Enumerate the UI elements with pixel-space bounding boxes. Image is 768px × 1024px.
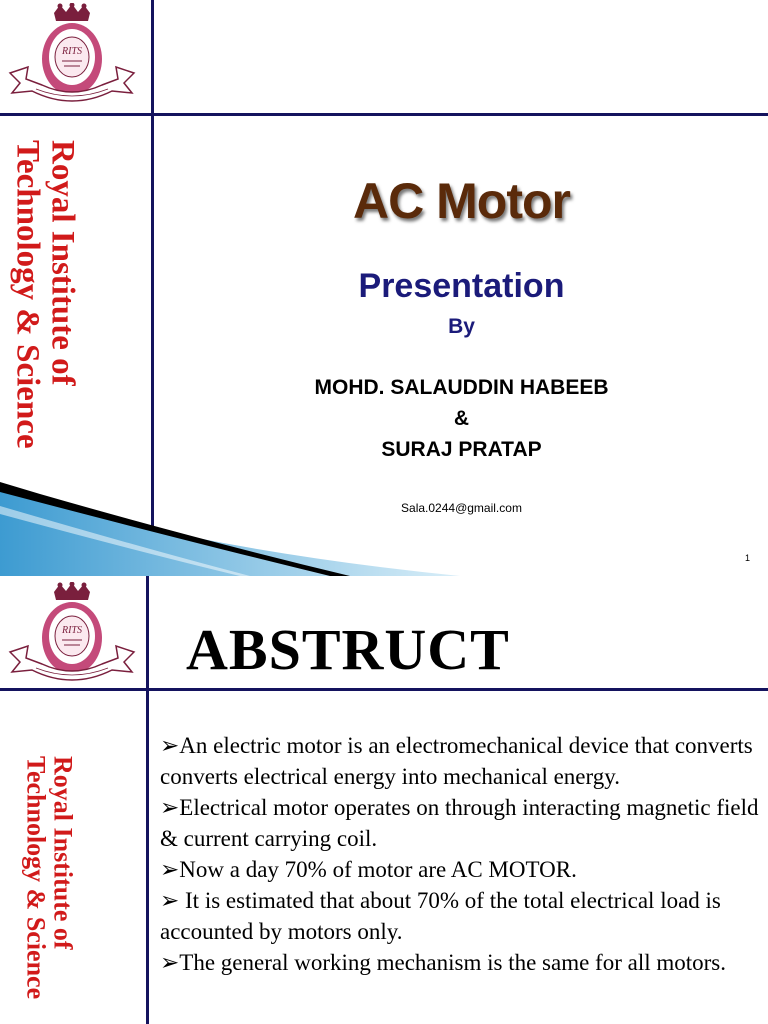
- by-label: By: [448, 315, 475, 338]
- slide-title: ABSTRUCT: [186, 617, 510, 682]
- author-2: SURAJ PRATAP: [381, 438, 542, 461]
- vertical-divider: [146, 576, 149, 1024]
- bullet-item: ➢Now a day 70% of motor are AC MOTOR.: [160, 857, 577, 882]
- sidebar-line-2: Technology & Science: [21, 756, 51, 1000]
- horizontal-divider: [0, 688, 768, 691]
- contact-email: Sala.0244@gmail.com: [401, 501, 522, 515]
- sidebar-line-2: Technology & Science: [9, 140, 46, 449]
- page-number: 1: [744, 553, 750, 563]
- crest-logo-icon: [6, 582, 138, 690]
- sidebar-institute-name: [22, 756, 77, 999]
- slide-2: [0, 576, 768, 1024]
- bullet-item: ➢ It is estimated that about 70% of the total electrical load is accounted by motors only.: [160, 888, 721, 944]
- bullet-item: ➢An electric motor is an electromechanical device that converts converts electrical energy into mechanical energy.: [160, 733, 753, 789]
- horizontal-divider: [0, 113, 768, 116]
- crest-logo-icon: [6, 3, 138, 111]
- svg-text:RITS: RITS: [62, 46, 82, 57]
- sidebar-institute-name: [10, 140, 79, 449]
- bullet-item: ➢The general working mechanism is the same for all motors.: [160, 950, 727, 975]
- abstract-body: [160, 730, 760, 978]
- author-1: MOHD. SALAUDDIN HABEEB: [314, 376, 609, 399]
- presentation-title: AC Motor: [353, 173, 570, 229]
- decorative-swoosh: [0, 470, 460, 576]
- author-separator: &: [453, 407, 470, 430]
- sidebar-line-1: Royal Institute of: [48, 756, 78, 950]
- bullet-item: ➢Electrical motor operates on through interacting magnetic field & current carrying coil.: [160, 795, 759, 851]
- sidebar-line-1: Royal Institute of: [44, 140, 81, 386]
- svg-text:RITS: RITS: [62, 625, 82, 636]
- presentation-subtitle: Presentation: [358, 267, 565, 305]
